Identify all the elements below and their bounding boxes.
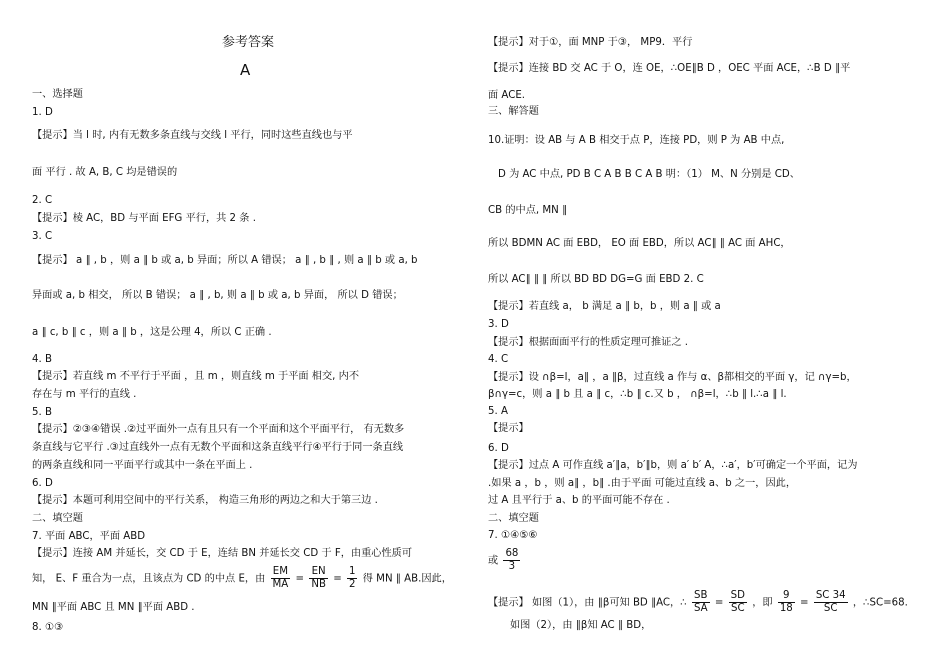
answer-8: 8. ①③ — [32, 622, 64, 633]
fraction-sc-34 — [814, 590, 848, 615]
frac-den: MA — [272, 579, 289, 590]
r-line-13: 【提示】设 ∩β=l，a∥ ，a ∥β，过直线 a 作与 α、β都相交的平面 γ，记 ∩γ=b， — [488, 372, 857, 383]
r-line-14: β∩γ=c，则 a ∥ b 且 a ∥ c，∴b ∥ c.又 b ， ∩β=l，∴b ∥ l.∴a ∥ l. — [488, 389, 787, 400]
hint-3c: a ∥ c, b ∥ c ，则 a ∥ b ，这是公理 4，所以 C 正确 . — [32, 327, 272, 338]
section-choice: 一、选择题 — [32, 89, 83, 100]
frac-den: 2 — [349, 579, 356, 590]
fraction-sd-sc — [729, 590, 747, 615]
r-line-10: 3. D — [488, 319, 509, 330]
answer-1: 1. D — [32, 107, 53, 118]
fraction-em-ma — [271, 566, 291, 591]
r-line-21: 7. ①④⑤⑥ — [488, 530, 538, 541]
equals-sign: = — [295, 573, 305, 585]
r-line-7: 所以 BDMN AC 面 EBD， EO 面 EBD，所以 AC∥ ∥ AC 面 AHC， — [488, 238, 791, 249]
answer-7: 7. 平面 ABC，平面 ABD — [32, 531, 146, 542]
fraction-9-18 — [778, 590, 795, 615]
r-line-22 — [488, 548, 522, 573]
answer-5: 5. B — [32, 407, 52, 418]
frac-num: SC 34 — [815, 590, 846, 601]
frac-den: 3 — [508, 561, 516, 572]
hint-5b: 条直线与它平行 .③过直线外一点有无数个平面和这条直线平行④平行于同一条直线 — [32, 442, 404, 453]
r-line-17: 6. D — [488, 443, 509, 454]
frac-num: 1 — [349, 566, 356, 577]
section-fill-2: 二、填空题 — [488, 513, 539, 524]
hint-2: 【提示】棱 AC，BD 与平面 EFG 平行，共 2 条 . — [32, 213, 256, 224]
answer-6: 6. D — [32, 478, 53, 489]
section-fill: 二、填空题 — [32, 513, 83, 524]
r-line-24: 如图（2），由 ∥β知 AC ∥ BD， — [510, 620, 652, 631]
frac-num: SB — [692, 590, 710, 603]
fraction-half — [347, 566, 357, 591]
r-line-8: 所以 AC∥ ∥ ∥ 所以 BD BD DG=G 面 EBD 2. C — [488, 274, 704, 285]
frac-den: SC — [730, 603, 745, 614]
hint-5c: 的两条直线和同一平面平行或其中一条在平面上 . — [32, 460, 253, 471]
frac-num: EN — [309, 566, 328, 579]
hint-3a: 【提示】 a ∥ , b ，则 a ∥ b 或 a, b 异面；所以 A 错误； a ∥ , b ∥ , 则 a ∥ b 或 a, b — [32, 255, 418, 266]
frac-den: NB — [311, 579, 326, 590]
r-line-5: D 为 AC 中点, PD B C A B B C A B 明：（1） M、N 分别是 CD、 — [498, 169, 800, 180]
or-text: 或 — [488, 555, 499, 567]
frac-den: SC — [823, 603, 838, 614]
frac-num: 68 — [505, 548, 519, 559]
r-line-6: CB 的中点, MN ∥ — [488, 205, 568, 216]
section-solve: 三、解答题 — [488, 106, 539, 117]
r-line-12: 4. C — [488, 354, 509, 365]
hint-7b — [32, 566, 452, 591]
frac-num: 9 — [778, 590, 795, 603]
hint-7c: MN ∥平面 ABC 且 MN ∥平面 ABD . — [32, 602, 195, 613]
hint-4a: 【提示】若直线 m 不平行于平面 ，且 m ，则直线 m 于平面 相交, 内不 — [32, 371, 360, 382]
answer-4: 4. B — [32, 354, 52, 365]
hint-5a: 【提示】②③④错误 .②过平面外一点有且只有一个平面和这个平面平行， 有无数多 — [32, 424, 405, 435]
r-line-23 — [488, 590, 908, 615]
r-line-1: 【提示】对于①，面 MNP 于③， MP9．平行 — [488, 37, 693, 48]
frac-den: SA — [693, 603, 708, 614]
frac-num: EM — [271, 566, 291, 579]
r-line-19: .如果 a ，b ，则 a∥ ，b∥ .由于平面 可能过直线 a、b 之一，因此， — [488, 478, 797, 489]
r-line-18: 【提示】过点 A 可作直线 a′∥a，b′∥b，则 a′ b′ A，∴a′，b′可确定一个平面，记为 — [488, 460, 858, 471]
equals-sign: = — [714, 597, 724, 609]
hint-23-text: 【提示】 如图（1），由 ∥β可知 BD ∥AC，∴ — [488, 597, 687, 609]
equals-sign: = — [800, 597, 809, 609]
r-line-3: 面 ACE. — [488, 90, 526, 101]
hint-7b-text: 知， E、F 重合为一点，且该点为 CD 的中点 E，由 — [32, 573, 266, 585]
answer-3: 3. C — [32, 231, 53, 242]
r-line-16: 【提示】 — [488, 423, 529, 434]
r-line-4: 10.证明：设 AB 与 A B 相交于点 P，连接 PD，则 P 为 AB 中点, — [488, 135, 785, 146]
fraction-68-3 — [503, 548, 520, 573]
r-line-9: 【提示】若直线 a， b 满足 a ∥ b，b ，则 a ∥ 或 a — [488, 301, 721, 312]
frac-den: 18 — [779, 603, 793, 614]
r-line-15: 5. A — [488, 406, 508, 417]
r-line-2: 【提示】连接 BD 交 AC 于 O，连 OE，∴OE∥B D ，OEC 平面 ACE，∴B D ∥平 — [488, 63, 851, 74]
fraction-en-nb — [309, 566, 328, 591]
hint-4b: 存在与 m 平行的直线 . — [32, 389, 137, 400]
page-heading: 参考答案 — [222, 35, 275, 50]
hint-1a: 【提示】当 l 时, 内有无数多条直线与交线 l 平行，同时这些直线也与平 — [32, 130, 353, 141]
version-label: A — [240, 61, 251, 79]
hint-23-mid: ，即 — [752, 597, 773, 609]
equals-sign: = — [333, 573, 342, 585]
hint-7b-tail: 得 MN ∥ AB.因此， — [362, 573, 452, 585]
fraction-sb-sa — [692, 590, 710, 615]
hint-3b: 异面或 a, b 相交， 所以 B 错误； a ∥ , b, 则 a ∥ b 或 a, b 异面， 所以 D 错误； — [32, 290, 403, 301]
r-line-20: 过 A 且平行于 a、b 的平面可能不存在 . — [488, 495, 670, 506]
r-line-11: 【提示】根据面面平行的性质定理可推证之 . — [488, 337, 689, 348]
hint-23-tail: ，∴SC=68. — [852, 597, 908, 609]
hint-7a: 【提示】连接 AM 并延长，交 CD 于 E，连结 BN 并延长交 CD 于 F，由重心性质可 — [32, 548, 413, 559]
answer-2: 2. C — [32, 195, 53, 206]
frac-num: SD — [730, 590, 745, 601]
hint-1b: 面 平行 . 故 A, B, C 均是错误的 — [32, 167, 178, 178]
hint-6: 【提示】本题可利用空间中的平行关系， 构造三角形的两边之和大于第三边 . — [32, 495, 378, 506]
